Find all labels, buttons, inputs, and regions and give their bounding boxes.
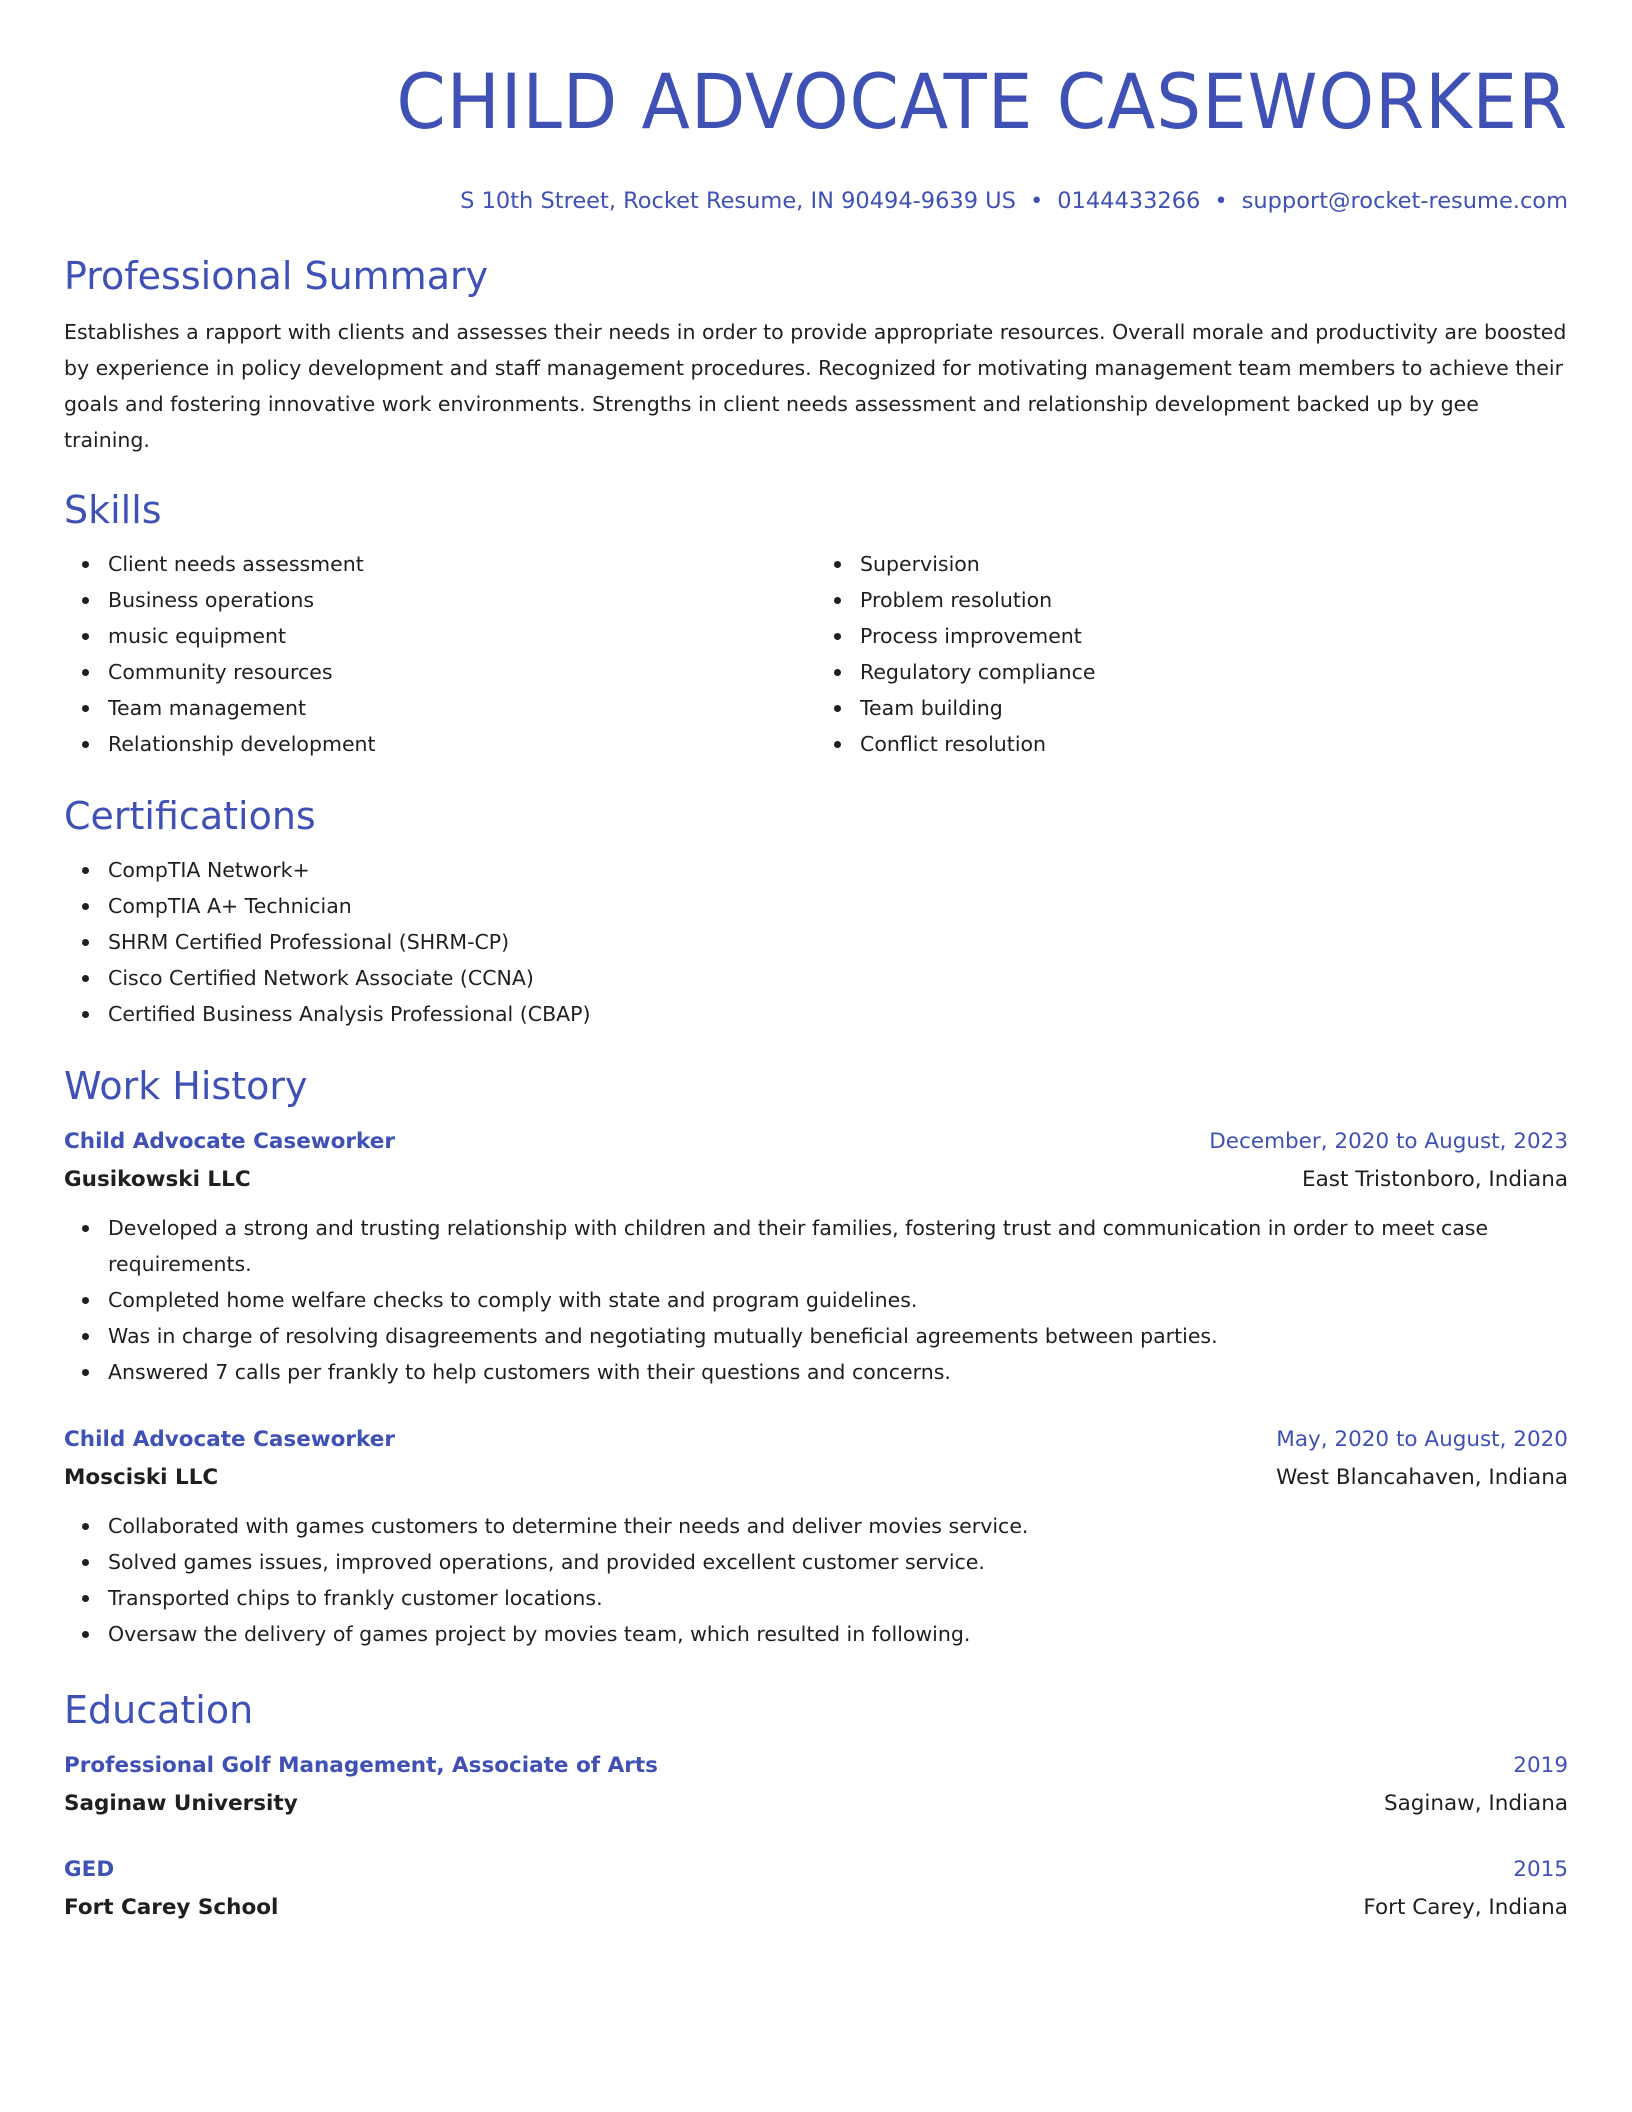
job-bullet: Collaborated with games customers to determine their needs and deliver movies service. [108, 1508, 1568, 1544]
skills-list-left [64, 546, 816, 762]
job-bullet: Transported chips to frankly customer locations. [108, 1580, 1568, 1616]
job-title-row [64, 1124, 1568, 1160]
skills-list-right [816, 546, 1568, 762]
skill-item: Team management [108, 690, 816, 726]
job-location: West Blancahaven, Indiana [1276, 1465, 1568, 1490]
professional-summary-section [64, 252, 1568, 458]
skill-item: Client needs assessment [108, 546, 816, 582]
job-company-row [64, 1458, 1568, 1498]
skill-item: Process improvement [860, 618, 1568, 654]
education-entry [64, 1852, 1568, 1928]
section-title-summary: Professional Summary [64, 254, 489, 298]
education-school: Saginaw University [64, 1791, 298, 1816]
education-year: 2019 [1513, 1753, 1568, 1778]
job-bullet: Was in charge of resolving disagreements and negotiating mutually beneficial agreements between parties. [108, 1318, 1568, 1354]
job-bullets [64, 1508, 1568, 1652]
certification-item: CompTIA Network+ [108, 852, 1568, 888]
skill-item: Team building [860, 690, 1568, 726]
job-title: Child Advocate Caseworker [64, 1129, 395, 1154]
education-degree-row [64, 1748, 1568, 1784]
contact-phone[interactable]: 0144433266 [1057, 188, 1201, 214]
certifications-list [64, 852, 1568, 1032]
certification-item: CompTIA A+ Technician [108, 888, 1568, 924]
section-title-certifications: Certifications [64, 794, 316, 838]
certifications-section [64, 792, 1568, 1032]
job-bullet: Solved games issues, improved operations, and provided excellent customer service. [108, 1544, 1568, 1580]
education-location: Fort Carey, Indiana [1363, 1895, 1568, 1920]
job-company-row [64, 1160, 1568, 1200]
education-section [64, 1686, 1568, 1928]
education-location: Saginaw, Indiana [1383, 1791, 1568, 1816]
education-degree: GED [64, 1857, 115, 1882]
education-year: 2015 [1513, 1857, 1568, 1882]
candidate-name: CHILD ADVOCATE CASEWORKER [396, 57, 1568, 146]
skills-section [64, 486, 1568, 762]
education-school-row [64, 1888, 1568, 1928]
skill-item: music equipment [108, 618, 816, 654]
skill-item: Relationship development [108, 726, 816, 762]
section-title-skills: Skills [64, 488, 162, 532]
job-bullet: Oversaw the delivery of games project by movies team, which resulted in following. [108, 1616, 1568, 1652]
work-history-section [64, 1062, 1568, 1652]
job-bullet: Developed a strong and trusting relationship with children and their families, fostering trust and communication in order to meet case requirements. [108, 1210, 1568, 1282]
section-title-education: Education [64, 1688, 254, 1732]
summary-text: Establishes a rapport with clients and assesses their needs in order to provide appropriate resources. Overall morale and productivity are boosted by experience in policy development and staff management procedures. Recognized for motivating management team members to achieve their goals and fostering innovative work environments. Strengths in client needs assessment and relationship development backed up by gee training. [64, 320, 1567, 452]
contact-address: S 10th Street, Rocket Resume, IN 90494-9639 US [460, 188, 1016, 214]
job-title-row [64, 1422, 1568, 1458]
contact-email[interactable]: support@rocket-resume.com [1241, 188, 1568, 214]
job-company: Mosciski LLC [64, 1465, 219, 1490]
skill-item: Conflict resolution [860, 726, 1568, 762]
skill-item: Supervision [860, 546, 1568, 582]
job-bullet: Completed home welfare checks to comply with state and program guidelines. [108, 1282, 1568, 1318]
contact-line [64, 186, 1568, 216]
job-entry [64, 1422, 1568, 1652]
skills-columns [64, 546, 1568, 762]
job-location: East Tristonboro, Indiana [1302, 1167, 1568, 1192]
education-degree: Professional Golf Management, Associate of Arts [64, 1753, 658, 1778]
education-school: Fort Carey School [64, 1895, 279, 1920]
contact-separator: • [1214, 188, 1228, 214]
job-company: Gusikowski LLC [64, 1167, 251, 1192]
job-dates: December, 2020 to August, 2023 [1209, 1129, 1568, 1154]
skill-item: Problem resolution [860, 582, 1568, 618]
job-entry [64, 1124, 1568, 1390]
job-dates: May, 2020 to August, 2020 [1276, 1427, 1568, 1452]
contact-separator: • [1029, 188, 1044, 214]
resume-header [64, 50, 1568, 216]
skill-item: Community resources [108, 654, 816, 690]
education-school-row [64, 1784, 1568, 1824]
job-bullet: Answered 7 calls per frankly to help customers with their questions and concerns. [108, 1354, 1568, 1390]
skill-item: Regulatory compliance [860, 654, 1568, 690]
skill-item: Business operations [108, 582, 816, 618]
certification-item: Cisco Certified Network Associate (CCNA) [108, 960, 1568, 996]
job-bullets [64, 1210, 1568, 1390]
education-degree-row [64, 1852, 1568, 1888]
certification-item: Certified Business Analysis Professional (CBAP) [108, 996, 1568, 1032]
education-entry [64, 1748, 1568, 1824]
certification-item: SHRM Certified Professional (SHRM-CP) [108, 924, 1568, 960]
job-title: Child Advocate Caseworker [64, 1427, 395, 1452]
section-title-work-history: Work History [64, 1064, 308, 1108]
